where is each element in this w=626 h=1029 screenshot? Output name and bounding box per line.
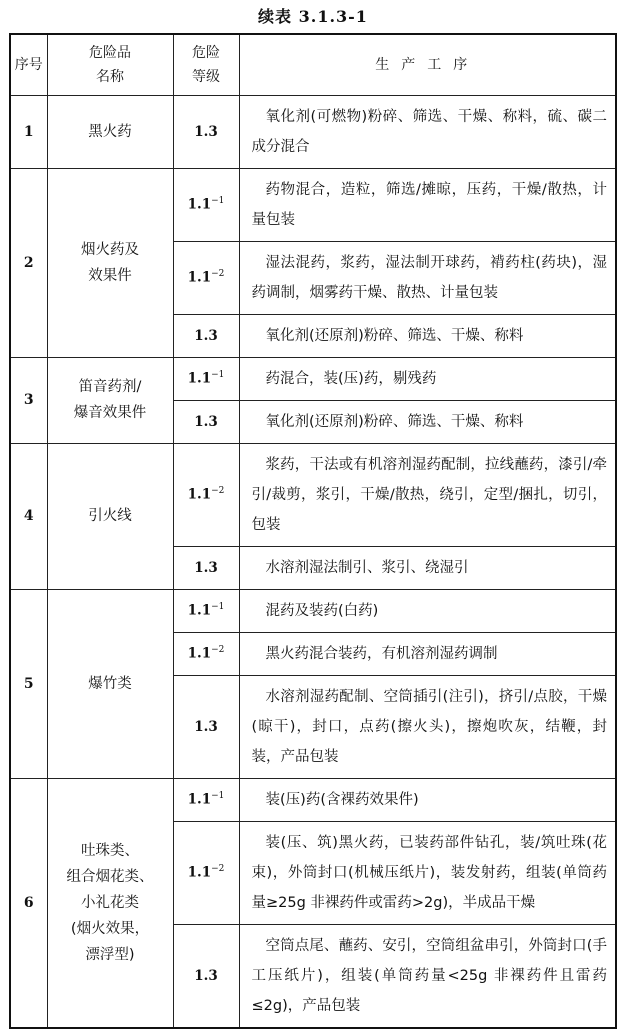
- hazard-level: [173, 589, 239, 632]
- hazard-name-line: 吐珠类、: [81, 842, 139, 859]
- hazard-name: [47, 778, 173, 1028]
- hazard-name: [47, 443, 173, 589]
- table-row: [10, 168, 616, 241]
- hazard-level: [173, 632, 239, 675]
- hazard-level-value: 1.1: [187, 645, 212, 662]
- header-row: [10, 34, 616, 95]
- hazard-level-value: 1.3: [194, 413, 218, 430]
- header-level-line1: 危险: [192, 44, 220, 61]
- hazard-name: [47, 589, 173, 778]
- hazard-name-line: 爆音效果件: [73, 405, 147, 421]
- hazard-name: [47, 95, 173, 168]
- process-description: 氧化剂(可燃物)粉碎、筛选、干燥、称料，硫、碳二成分混合: [239, 95, 616, 168]
- table-caption: 续表 3.1.3-1: [258, 7, 368, 26]
- hazard-level-value: 1.3: [194, 718, 218, 735]
- process-description: 氧化剂(还原剂)粉碎、筛选、干燥、称料: [239, 314, 616, 357]
- table-row: [10, 778, 616, 821]
- hazard-name-line: 黑火药: [88, 123, 132, 140]
- hazard-name-line: 组合烟花类、: [66, 868, 154, 885]
- hazard-name-line: 爆竹类: [88, 675, 132, 692]
- process-description: 黑火药混合装药，有机溶剂湿药调制: [239, 632, 616, 675]
- hazard-level-value: 1.3: [194, 967, 218, 984]
- process-description: 湿法混药，浆药，湿法制开球药，褙药柱(药块)，湿药调制，烟雾药干燥、散热、计量包装: [239, 241, 616, 314]
- hazard-name: [47, 357, 173, 443]
- hazard-level-sub: −1: [211, 370, 225, 381]
- hazard-level-sub: −2: [211, 645, 225, 656]
- table-row: [10, 443, 616, 546]
- hazard-level-sub: −1: [211, 196, 225, 207]
- process-description: 浆药，干法或有机溶剂湿药配制，拉线蘸药，漆引/牵引/裁剪，浆引，干燥/散热，绕引，定型/捆扎，切引，包装: [239, 443, 616, 546]
- row-number: 6: [10, 778, 47, 1028]
- hazard-level-value: 1.1: [187, 602, 212, 619]
- hazard-name-line: 烟火药及: [81, 241, 139, 258]
- table-row: [10, 589, 616, 632]
- process-description: 水溶剂湿药配制、空筒插引(注引)，挤引/点胶，干燥(晾干)，封口，点药(擦火头)，擦炮吹灰，结鞭，封装，产品包装: [239, 675, 616, 778]
- hazard-level: [173, 357, 239, 400]
- hazard-level-sub: −2: [211, 486, 225, 497]
- hazard-level-value: 1.1: [187, 864, 212, 881]
- hazard-level: [173, 314, 239, 357]
- hazard-level-value: 1.1: [187, 370, 212, 387]
- process-description: 混药及装药(白药): [239, 589, 616, 632]
- process-description: 药物混合，造粒，筛选/摊晾，压药，干燥/散热，计量包装: [239, 168, 616, 241]
- hazard-level: [173, 168, 239, 241]
- header-level: [173, 34, 239, 95]
- hazard-name-line: 效果件: [88, 267, 132, 284]
- table-row: [10, 357, 616, 400]
- hazard-name-line: 小礼花类: [81, 894, 139, 911]
- hazard-level-value: 1.3: [194, 327, 218, 344]
- hazard-level-sub: −2: [211, 269, 225, 280]
- process-description: 氧化剂(还原剂)粉碎、筛选、干燥、称料: [239, 400, 616, 443]
- process-description: 装(压、筑)黑火药，已装药部件钻孔，装/筑吐珠(花束)，外筒封口(机械压纸片)，装发射药，组装(单筒药量≥25g 非裸药件或雷药>2g)，半成品干燥: [239, 821, 616, 924]
- header-name: [47, 34, 173, 95]
- hazard-level: [173, 778, 239, 821]
- row-number: 3: [10, 357, 47, 443]
- hazard-level-value: 1.1: [187, 486, 212, 503]
- hazard-level-value: 1.1: [187, 791, 212, 808]
- header-name-line1: 危险品: [89, 44, 131, 61]
- process-description: 药混合，装(压)药，剔残药: [239, 357, 616, 400]
- hazard-name: [47, 168, 173, 357]
- hazard-name-line: 笛音药剂/: [78, 379, 142, 395]
- hazard-level: [173, 241, 239, 314]
- header-process: 生产工序: [239, 34, 616, 95]
- hazard-level: [173, 443, 239, 546]
- hazard-level: [173, 675, 239, 778]
- row-number: 4: [10, 443, 47, 589]
- hazard-level: [173, 821, 239, 924]
- hazard-level: [173, 924, 239, 1028]
- hazard-level: [173, 400, 239, 443]
- process-description: 空筒点尾、蘸药、安引，空筒组盆串引，外筒封口(手工压纸片)，组装(单筒药量<25g 非裸药件且雷药≤2g)，产品包装: [239, 924, 616, 1028]
- row-number: 5: [10, 589, 47, 778]
- header-no: 序号: [10, 34, 47, 95]
- hazard-level-sub: −2: [211, 864, 225, 875]
- hazard-level-value: 1.3: [194, 123, 218, 140]
- hazard-level-sub: −1: [211, 791, 225, 802]
- hazard-level-sub: −1: [211, 602, 225, 613]
- hazard-level: [173, 546, 239, 589]
- hazard-level-value: 1.1: [187, 196, 212, 213]
- hazard-level-value: 1.1: [187, 269, 212, 286]
- hazard-name-line: 引火线: [88, 508, 132, 524]
- row-number: 1: [10, 95, 47, 168]
- process-description: 装(压)药(含裸药效果件): [239, 778, 616, 821]
- header-name-line2: 名称: [96, 68, 124, 85]
- process-description: 水溶剂湿法制引、浆引、绕湿引: [239, 546, 616, 589]
- hazard-process-table: [9, 33, 617, 1029]
- row-number: 2: [10, 168, 47, 357]
- hazard-name-line: 漂浮型): [85, 946, 135, 963]
- hazard-level-value: 1.3: [194, 559, 218, 576]
- hazard-name-line: (烟火效果，: [70, 920, 150, 937]
- hazard-level: [173, 95, 239, 168]
- table-row: [10, 95, 616, 168]
- header-level-line2: 等级: [192, 68, 220, 85]
